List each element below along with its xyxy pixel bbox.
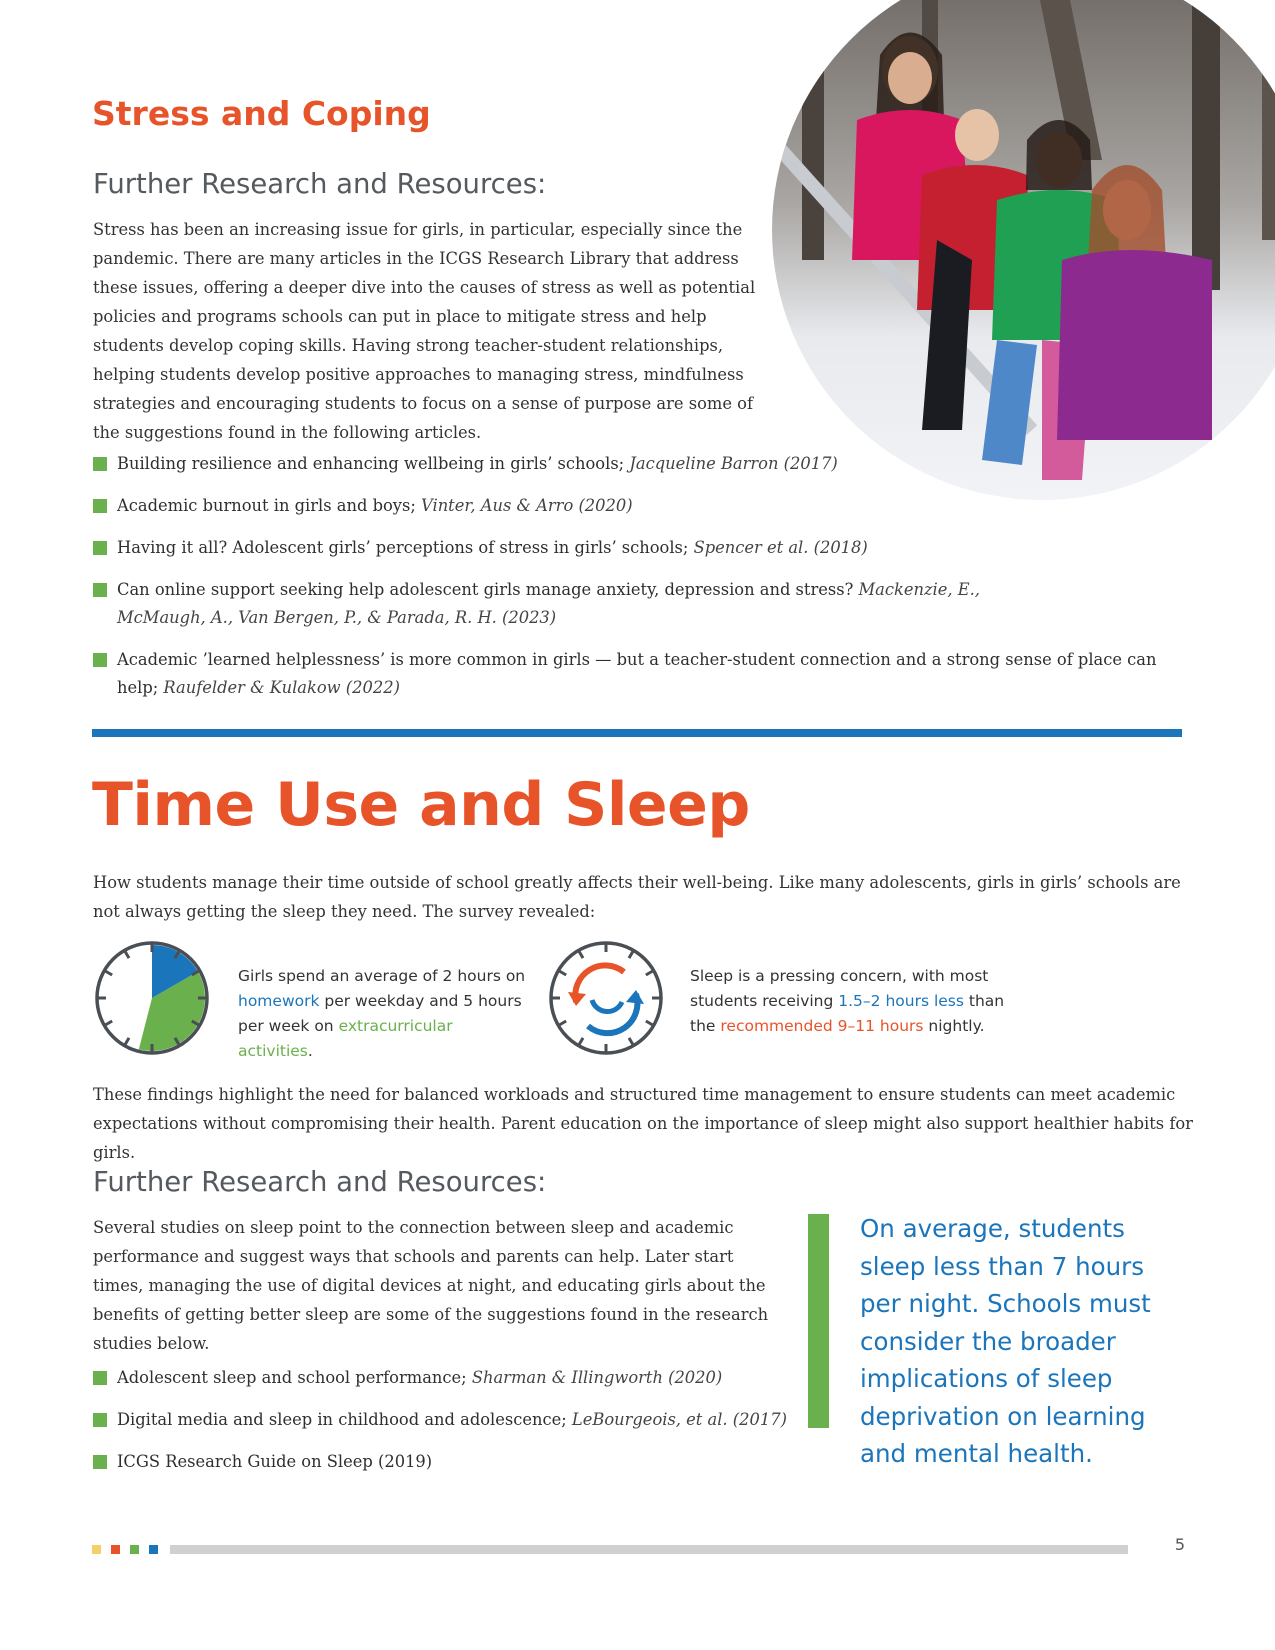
resource-item[interactable]: Having it all? Adolescent girls’ perceptions of stress in girls’ schools; Spencer et al. (2018) — [93, 534, 1183, 562]
bullet-square-icon — [93, 1413, 107, 1427]
quote-accent-bar — [808, 1214, 829, 1428]
subtitle-resources-1: Further Research and Resources: — [93, 168, 547, 200]
bullet-square-icon — [93, 1371, 107, 1385]
subtitle-resources-2: Further Research and Resources: — [93, 1166, 547, 1198]
findings-paragraph: These findings highlight the need for balanced workloads and structured time management to ensure students can meet academic expectations without compromising their health. Parent education on the importance of sleep might also support healthier habits for girls. — [93, 1085, 1193, 1162]
bullet-square-icon — [93, 583, 107, 597]
bullet-square-icon — [93, 457, 107, 471]
stat-homework: Girls spend an average of 2 hours on homework per weekday and 5 hours per week on extracurricular activities. — [238, 967, 526, 1060]
footer-dot-red — [111, 1545, 120, 1554]
sleep-body-paragraph: Several studies on sleep point to the connection between sleep and academic performance and suggest ways that schools and parents can help. Later start times, managing the use of digital devices at night, and educating girls about the benefits of getting better sleep are some of the suggestions found in the research studies below. — [93, 1218, 769, 1353]
section-title-time-sleep: Time Use and Sleep — [92, 770, 750, 840]
clock-pie-icon — [94, 940, 210, 1056]
resource-item[interactable]: ICGS Research Guide on Sleep (2019) — [93, 1448, 793, 1476]
time-sleep-intro: How students manage their time outside of school greatly affects their well-being. Like many adolescents, girls in girls’ schools are not always getting the sleep they need. The survey revealed: — [93, 873, 1181, 921]
section-title-stress: Stress and Coping — [92, 94, 431, 133]
sleep-cycle-clock-icon — [548, 940, 664, 1056]
footer-dot-green — [130, 1545, 139, 1554]
resource-item[interactable]: Academic burnout in girls and boys; Vinter, Aus & Arro (2020) — [93, 492, 1183, 520]
footer-bar — [170, 1545, 1128, 1554]
girls-photo — [772, 0, 1275, 500]
resource-item[interactable]: Building resilience and enhancing wellbeing in girls’ schools; Jacqueline Barron (2017) — [93, 450, 1183, 478]
stress-resource-list — [93, 450, 1183, 702]
page-number: 5 — [1174, 1535, 1185, 1554]
bullet-square-icon — [93, 541, 107, 555]
bullet-square-icon — [93, 653, 107, 667]
pull-quote: On average, students sleep less than 7 hours per night. Schools must consider the broader implications of sleep deprivation on learning and mental health. — [860, 1214, 1151, 1468]
section-divider — [92, 729, 1182, 737]
resource-item[interactable]: Digital media and sleep in childhood and adolescence; LeBourgeois, et al. (2017) — [93, 1406, 793, 1434]
footer-dot-yellow — [92, 1545, 101, 1554]
stat-sleep: Sleep is a pressing concern, with most students receiving 1.5–2 hours less than the recommended 9–11 hours nightly. — [690, 967, 1005, 1035]
resource-item[interactable]: Can online support seeking help adolescent girls manage anxiety, depression and stress? Mackenzie, E., McMaugh, A., Van Bergen, P., & Parada, R. H. (2023) — [93, 576, 1037, 632]
resource-item[interactable]: Academic ’learned helplessness’ is more common in girls — but a teacher-student connection and a strong sense of place can help; Raufelder & Kulakow (2022) — [93, 646, 1183, 702]
bullet-square-icon — [93, 1455, 107, 1469]
sleep-resource-list — [93, 1364, 793, 1476]
resource-item[interactable]: Adolescent sleep and school performance; Sharman & Illingworth (2020) — [93, 1364, 793, 1392]
stress-body-paragraph: Stress has been an increasing issue for girls, in particular, especially since the pandemic. There are many articles in the ICGS Research Library that address these issues, offering a deeper dive into the causes of stress as well as potential policies and programs schools can put in place to mitigate stress and help students develop coping skills. Having strong teacher-student relationships, helping students develop positive approaches to managing stress, mindfulness strategies and encouraging students to focus on a sense of purpose are some of the suggestions found in the following articles. — [93, 220, 756, 442]
bullet-square-icon — [93, 499, 107, 513]
footer-dot-blue — [149, 1545, 158, 1554]
